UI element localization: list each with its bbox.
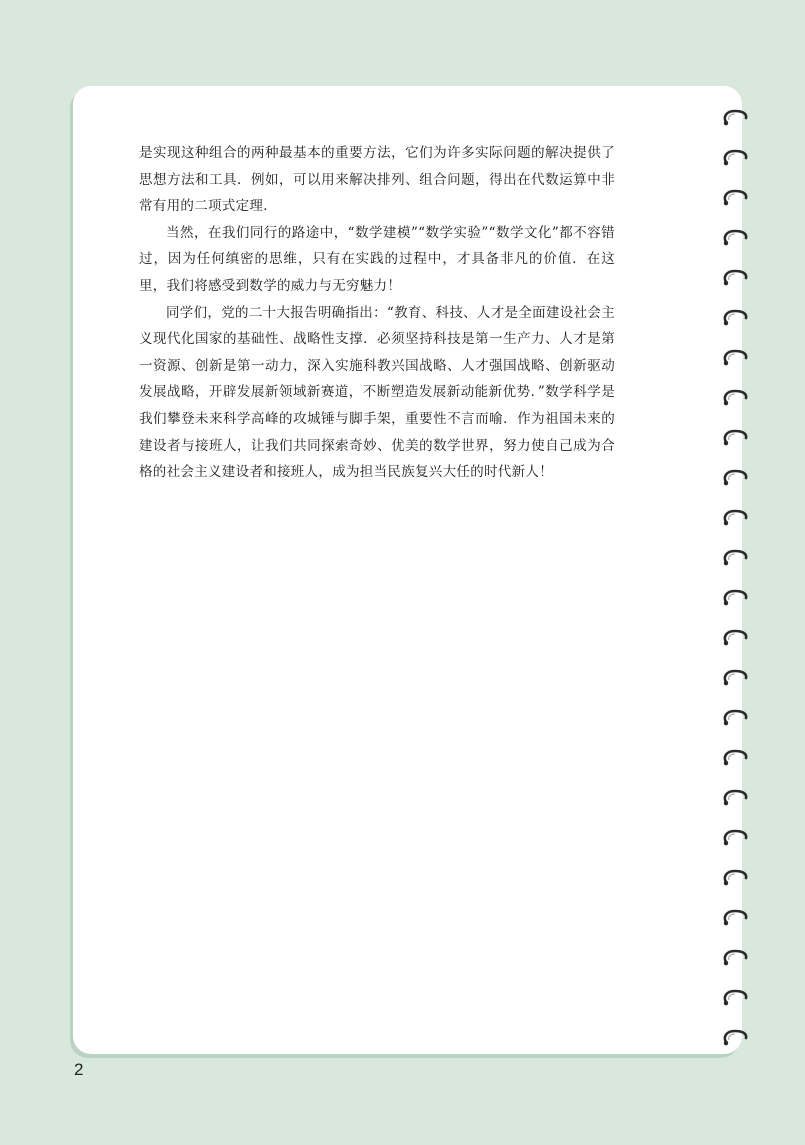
spiral-binding-ring-icon xyxy=(720,148,750,168)
spiral-binding-ring-icon xyxy=(720,668,750,688)
spiral-binding-ring-icon xyxy=(720,228,750,248)
spiral-binding-ring-icon xyxy=(720,108,750,128)
body-text xyxy=(139,140,615,486)
spiral-binding-ring-icon xyxy=(720,548,750,568)
spiral-binding-ring-icon xyxy=(720,988,750,1008)
spiral-binding-ring-icon xyxy=(720,428,750,448)
page-number: 2 xyxy=(74,1060,84,1079)
notebook-page xyxy=(73,86,742,1054)
paragraph-1: 是实现这种组合的两种最基本的重要方法，它们为许多实际问题的解决提供了思想方法和工具．例如，可以用来解决排列、组合问题，得出在代数运算中非常有用的二项式定理． xyxy=(139,145,615,215)
spiral-binding-ring-icon xyxy=(720,828,750,848)
paragraph-2: 当然，在我们同行的路途中，“数学建模”“数学实验”“数学文化”都不容错过，因为任何缜密的思维，只有在实践的过程中，才具备非凡的价值．在这里，我们将感受到数学的威力与无穷魅力！ xyxy=(139,224,615,294)
spiral-binding-ring-icon xyxy=(720,188,750,208)
spiral-binding-ring-icon xyxy=(720,748,750,768)
spiral-binding-ring-icon xyxy=(720,588,750,608)
spiral-binding-ring-icon xyxy=(720,348,750,368)
spiral-binding-ring-icon xyxy=(720,908,750,928)
spiral-binding-ring-icon xyxy=(720,628,750,648)
spiral-binding-ring-icon xyxy=(720,948,750,968)
spiral-binding-ring-icon xyxy=(720,868,750,888)
spiral-binding-ring-icon xyxy=(720,268,750,288)
spiral-binding-ring-icon xyxy=(720,308,750,328)
spiral-binding-ring-icon xyxy=(720,468,750,488)
paragraph-3: 同学们，党的二十大报告明确指出：“教育、科技、人才是全面建设社会主义现代化国家的基础性、战略性支撑．必须坚持科技是第一生产力、人才是第一资源、创新是第一动力，深入实施科教兴国战略、人才强国战略、创新驱动发展战略，开辟发展新领域新赛道，不断塑造发展新动能新优势．”数学科学是我们攀登未来科学高峰的攻城锤与脚手架，重要性不言而喻．作为祖国未来的建设者与接班人，让我们共同探索奇妙、优美的数学世界，努力使自己成为合格的社会主义建设者和接班人，成为担当民族复兴大任的时代新人！ xyxy=(139,304,615,481)
spiral-binding-ring-icon xyxy=(720,508,750,528)
spiral-binding-ring-icon xyxy=(720,788,750,808)
spiral-binding-ring-icon xyxy=(720,708,750,728)
spiral-binding-ring-icon xyxy=(720,388,750,408)
spiral-binding-ring-icon xyxy=(720,1028,750,1048)
